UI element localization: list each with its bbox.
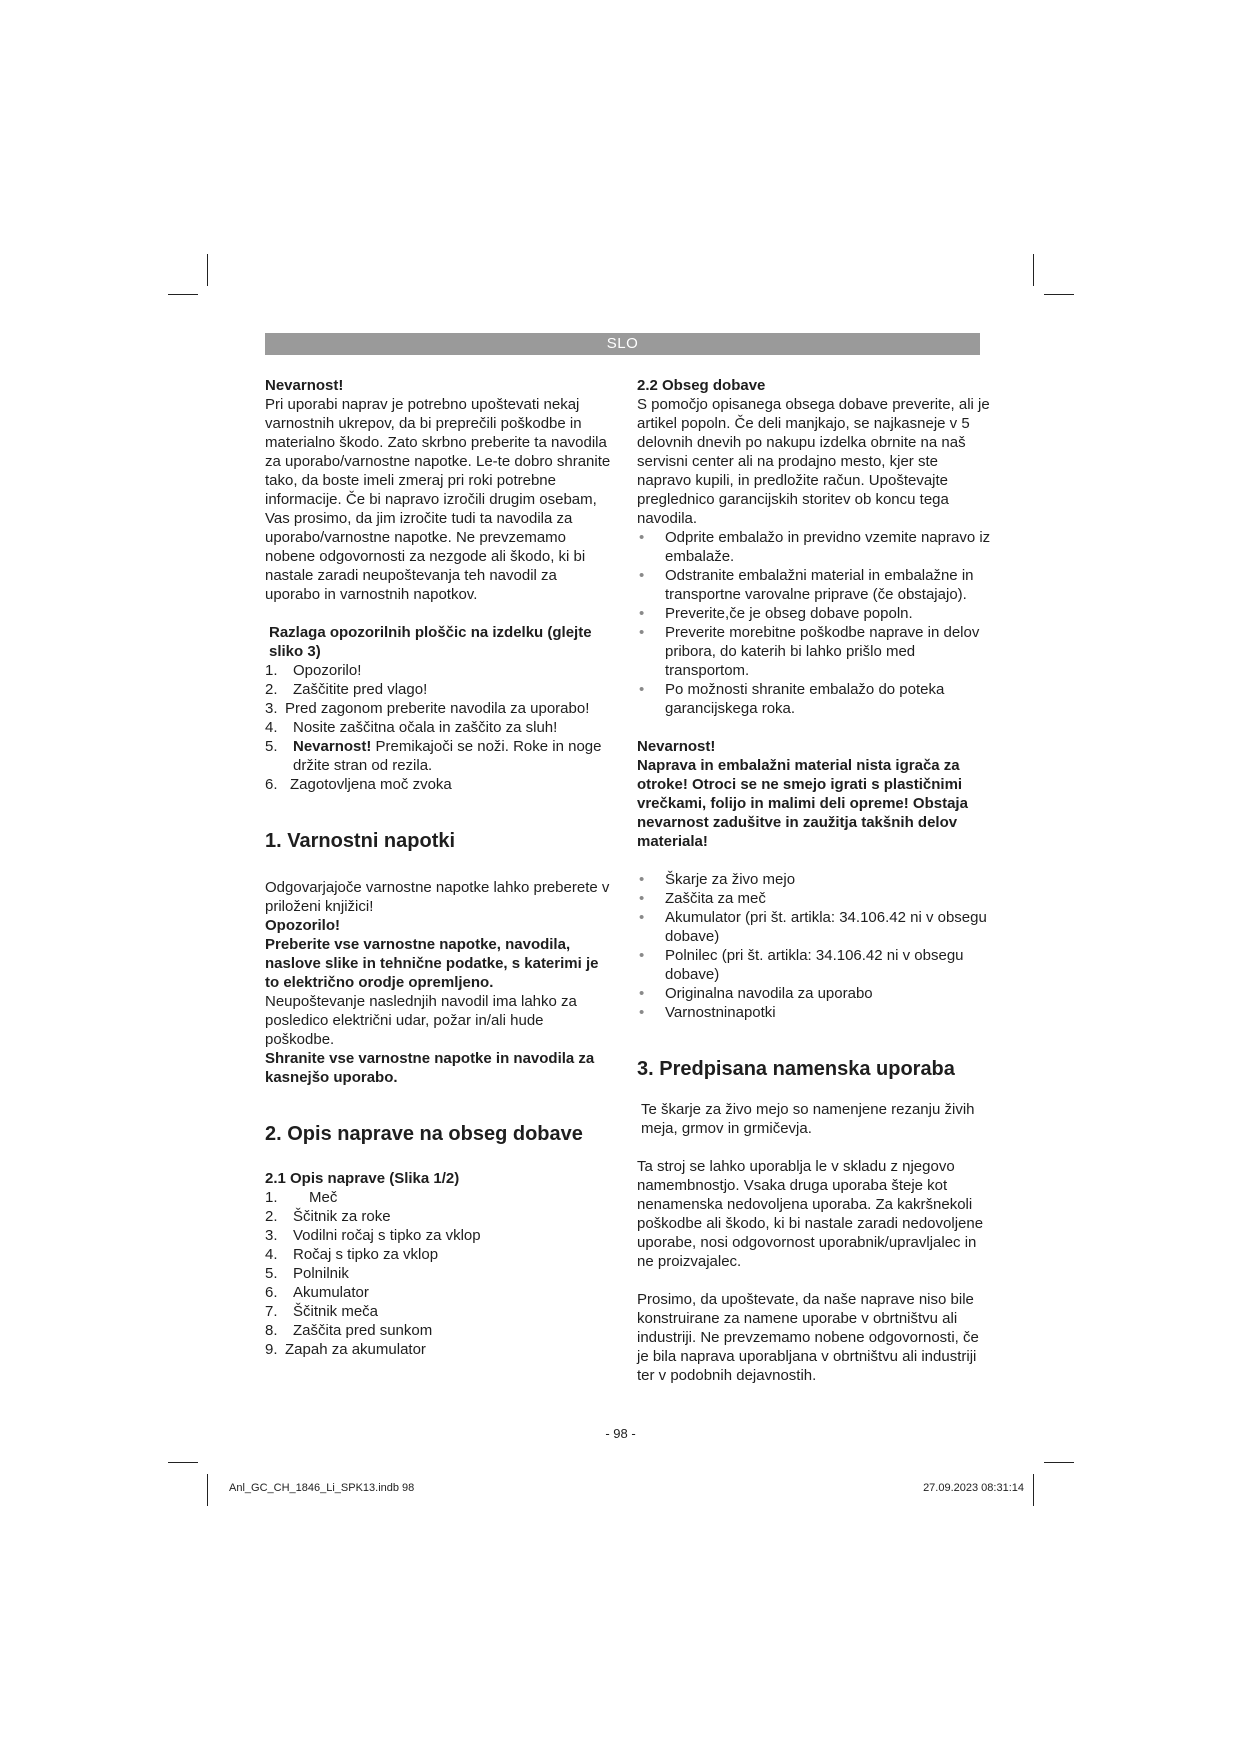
warning-labels-title: Razlaga opozorilnih ploščic na izdelku (glejte sliko 3): [269, 624, 592, 660]
list-item: 3. Vodilni ročaj s tipko za vklop: [265, 1227, 481, 1244]
list-item: • Škarje za živo mejo: [637, 870, 992, 889]
footer-timestamp: 27.09.2023 08:31:14: [923, 1482, 1024, 1494]
left-column: [265, 376, 615, 1359]
crop-mark: [168, 294, 198, 295]
list-item: • Varnostninapotki: [637, 1003, 992, 1022]
danger-paragraph: Pri uporabi naprav je potrebno upoštevati nekaj varnostnih ukrepov, da bi preprečili poškodbe in materialno škodo. Zato skrbno preberite ta navodila za uporabo/varnostne napotke. Le-te dobro shranite tako, da boste imeli zmeraj pri roki potrebne informacije. Če bi napravo izročili drugim osebam, Vas prosimo, da jim izročite tudi ta navodila za uporabo/varnostne napotke. Ne prevzemamo nobene odgovornosti za nezgode ali škodo, ki bi nastale zaradi neupoštevanja teh navodil za uporabo in varnostnih napotkov.: [265, 396, 611, 603]
list-item: 4. Nosite zaščitna očala in zaščito za sluh!: [265, 719, 558, 736]
delivery-contents-list: [637, 870, 992, 1022]
consequence-text: Neupoštevanje naslednjih navodil ima lahko za posledico električni udar, požar in/ali hude poškodbe.: [265, 993, 577, 1048]
section-2-2-title: 2.2 Obseg dobave: [637, 377, 766, 394]
section-3-paragraph: Te škarje za živo mejo so namenjene rezanju živih meja, grmov in grmičevja.: [641, 1101, 975, 1137]
list-item: 8. Zaščita pred sunkom: [265, 1322, 433, 1339]
page-number: - 98 -: [605, 1426, 636, 1441]
crop-mark: [1033, 1474, 1034, 1506]
list-item: 5. Polnilnik: [265, 1265, 349, 1282]
section-2-heading: 2. Opis naprave na obseg dobave: [265, 1123, 583, 1145]
list-item: 6. Akumulator: [265, 1284, 369, 1301]
list-item: 3. Pred zagonom preberite navodila za uporabo!: [265, 700, 590, 717]
list-item: • Akumulator (pri št. artikla: 34.106.42 ni v obsegu dobave): [637, 908, 992, 946]
section-2-2-body: S pomočjo opisanega obsega dobave preverite, ali je artikel popoln. Če deli manjkajo, se najkasneje v 5 delovnih dnevih po nakupu izdelka obrnite na naš servisni center ali na prodajno mesto, kjer ste napravo kupili, in predložite račun. Upoštevajte preglednico garancijskih storitev ob koncu tega navodila.: [637, 396, 990, 527]
list-item: 6. Zagotovljena moč zvoka: [265, 776, 452, 793]
crop-mark: [207, 254, 208, 286]
list-item: • Zaščita za meč: [637, 889, 992, 908]
section-3-paragraph: Prosimo, da upoštevate, da naše naprave niso bile konstruirane za namene uporabe v obrtništvu ali industriji. Ne prevzemamo nobene odgovornosti, če je bila naprava uporabljana v obrtništvu ali industriji ter v podobnih dejavnostih.: [637, 1291, 979, 1384]
warning-text: Preberite vse varnostne napotke, navodila, naslove slike in tehnične podatke, s katerimi je to električno orodje opremljeno.: [265, 936, 599, 991]
unpacking-steps-list: [637, 528, 992, 718]
crop-mark: [1044, 294, 1074, 295]
list-item: 1. Meč: [265, 1189, 338, 1206]
danger-title: Nevarnost!: [265, 377, 344, 394]
list-item: • Preverite,če je obseg dobave popoln.: [637, 604, 992, 623]
warning-label: Opozorilo!: [265, 917, 340, 934]
list-item: • Odprite embalažo in previdno vzemite napravo iz embalaže.: [637, 528, 992, 566]
list-item: • Preverite morebitne poškodbe naprave in delov pribora, do katerih bi lahko prišlo med transportom.: [637, 623, 992, 680]
footer-file-info: Anl_GC_CH_1846_Li_SPK13.indb 98: [229, 1482, 415, 1494]
crop-mark: [207, 1474, 208, 1506]
parts-list: [265, 1188, 615, 1359]
list-item: 7. Ščitnik meča: [265, 1303, 379, 1320]
crop-mark: [168, 1462, 198, 1463]
list-item: • Po možnosti shranite embalažo do poteka garancijskega roka.: [637, 680, 992, 718]
keep-instructions-text: Shranite vse varnostne napotke in navodila za kasnejšo uporabo.: [265, 1050, 595, 1086]
section-3-paragraph: Ta stroj se lahko uporablja le v skladu z njegovo namembnostjo. Vsaka druga uporaba šteje kot nenamenska nedovoljena uporaba. Za kakršnekoli poškodbe ali škodo, ki bi nastale zaradi nedovoljene uporabe, nosi odgovornost uporabnik/upravljalec in ne proizvajalec.: [637, 1158, 984, 1270]
list-item: 9. Zapah za akumulator: [265, 1341, 426, 1358]
right-column: [637, 376, 992, 1385]
section-1-intro: Odgovarjajoče varnostne napotke lahko preberete v priloženi knjižici!: [265, 879, 610, 915]
list-item: 4. Ročaj s tipko za vklop: [265, 1246, 439, 1263]
crop-mark: [1044, 1462, 1074, 1463]
danger-paragraph: Naprava in embalažni material nista igrača za otroke! Otroci se ne smejo igrati s plastičnimi vrečkami, folijo in malimi deli opreme! Obstaja nevarnost zadušitve in zaužitja takšnih delov materiala!: [637, 757, 968, 850]
list-item: 1. Opozorilo!: [265, 662, 362, 679]
list-item: • Odstranite embalažni material in embalažne in transportne varovalne priprave (če obstajajo).: [637, 566, 992, 604]
list-item: • Polnilec (pri št. artikla: 34.106.42 ni v obsegu dobave): [637, 946, 992, 984]
section-3-heading: 3. Predpisana namenska uporaba: [637, 1058, 955, 1080]
section-1-heading: 1. Varnostni napotki: [265, 830, 456, 852]
list-item: 5. Nevarnost! Premikajoči se noži. Roke in noge držite stran od rezila.: [265, 738, 602, 774]
list-item: • Originalna navodila za uporabo: [637, 984, 992, 1003]
section-2-1-title: 2.1 Opis naprave (Slika 1/2): [265, 1170, 460, 1187]
list-item: 2. Ščitnik za roke: [265, 1208, 391, 1225]
danger-title: Nevarnost!: [637, 738, 716, 755]
language-header-bar: SLO: [265, 333, 980, 355]
warning-labels-list: [265, 661, 615, 794]
crop-mark: [1033, 254, 1034, 286]
list-item: 2. Zaščitite pred vlago!: [265, 681, 428, 698]
